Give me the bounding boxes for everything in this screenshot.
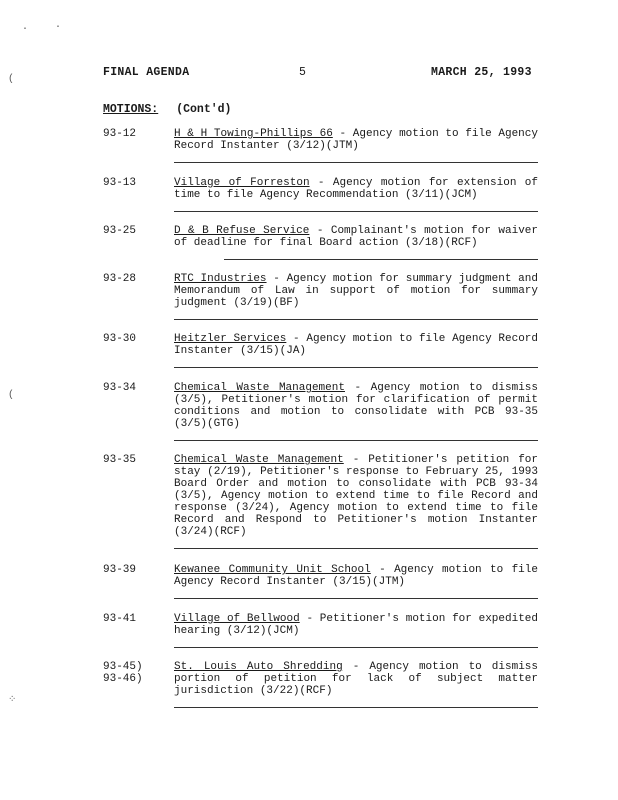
- section-continued: (Cont'd): [176, 103, 232, 116]
- item-text: - Agency motion for extension of time to file Agency Recommendation (3/11)(JCM): [174, 177, 538, 201]
- party-name: H & H Towing-Phillips 66: [174, 128, 333, 140]
- binding-hole-mark: ⁘: [8, 695, 17, 706]
- docket-number: 93-45) 93-46): [103, 661, 143, 685]
- party-name: Kewanee Community Unit School: [174, 564, 371, 576]
- separator-rule: [174, 647, 538, 648]
- scan-speck: ·: [55, 22, 62, 33]
- item-description: [174, 454, 538, 538]
- party-name: Chemical Waste Management: [174, 382, 345, 394]
- item-text: - Petitioner's motion for expedited hearing (3/12)(JCM): [174, 613, 539, 637]
- agenda-date: MARCH 25, 1993: [431, 66, 532, 79]
- item-description: [174, 177, 538, 201]
- separator-rule: [174, 211, 538, 212]
- item-description: [174, 661, 538, 697]
- item-text: - Agency motion for summary judgment and Memorandum of Law in support of motion for summary judgment (3/19)(BF): [174, 273, 538, 309]
- party-name: D & B Refuse Service: [174, 225, 310, 237]
- docket-number: 93-34: [103, 382, 137, 394]
- item-text: - Agency motion to file Agency Record Instanter (3/15)(JTM): [174, 564, 538, 588]
- party-name: Village of Bellwood: [174, 613, 300, 625]
- separator-rule: [174, 440, 538, 441]
- scan-speck: ·: [22, 24, 29, 35]
- separator-rule: [174, 548, 538, 549]
- separator-rule: [174, 162, 538, 163]
- party-name: Heitzler Services: [174, 333, 287, 345]
- docket-number: 93-41: [103, 613, 137, 625]
- separator-rule: [174, 367, 538, 368]
- separator-rule: [174, 707, 538, 708]
- docket-number: 93-12: [103, 128, 137, 140]
- item-description: [174, 333, 538, 357]
- separator-rule: [174, 598, 538, 599]
- docket-number: 93-39: [103, 564, 137, 576]
- docket-number: 93-28: [103, 273, 137, 285]
- item-text: - Agency motion to dismiss portion of petition for lack of subject matter jurisdiction (3/22)(RCF): [174, 661, 538, 697]
- party-name: Chemical Waste Management: [174, 454, 344, 466]
- item-text: - Agency motion to file Agency Record Instanter (3/12)(JTM): [174, 128, 538, 152]
- party-name: St. Louis Auto Shredding: [174, 661, 343, 673]
- separator-rule: [174, 319, 538, 320]
- item-description: [174, 382, 538, 430]
- page-number: 5: [299, 66, 307, 79]
- docket-number: 93-13: [103, 177, 137, 189]
- docket-number: 93-25: [103, 225, 137, 237]
- item-description: [174, 564, 538, 588]
- item-text: - Agency motion to dismiss (3/5), Petitioner's motion for clarification of permit conditions and motion to consolidate with PCB 93-35 (3/5)(GTG): [174, 382, 538, 430]
- section-heading: [103, 103, 231, 116]
- binding-hole-mark: (: [8, 390, 15, 401]
- binding-hole-mark: (: [8, 74, 15, 85]
- item-text: - Complainant's motion for waiver of deadline for final Board action (3/18)(RCF): [174, 225, 538, 249]
- item-description: [174, 225, 538, 249]
- docket-number: 93-30: [103, 333, 137, 345]
- item-description: [174, 273, 538, 309]
- section-label: MOTIONS:: [103, 103, 159, 116]
- item-text: - Petitioner's petition for stay (2/19), Petitioner's response to February 25, 1993 Board Order and motion to consolidate with PCB 93-34 (3/5), Agency motion to extend time to file Record and response (3/24), Agency motion to extend time to file Record and Respond to Petitioner's motion Instanter (3/24)(RCF): [174, 454, 538, 538]
- agenda-title: FINAL AGENDA: [103, 66, 190, 79]
- item-description: [174, 128, 538, 152]
- docket-number: 93-35: [103, 454, 137, 466]
- item-text: - Agency motion to file Agency Record Instanter (3/15)(JA): [174, 333, 539, 357]
- item-description: [174, 613, 538, 637]
- party-name: RTC Industries: [174, 273, 267, 285]
- party-name: Village of Forreston: [174, 177, 310, 189]
- separator-rule: [224, 259, 538, 260]
